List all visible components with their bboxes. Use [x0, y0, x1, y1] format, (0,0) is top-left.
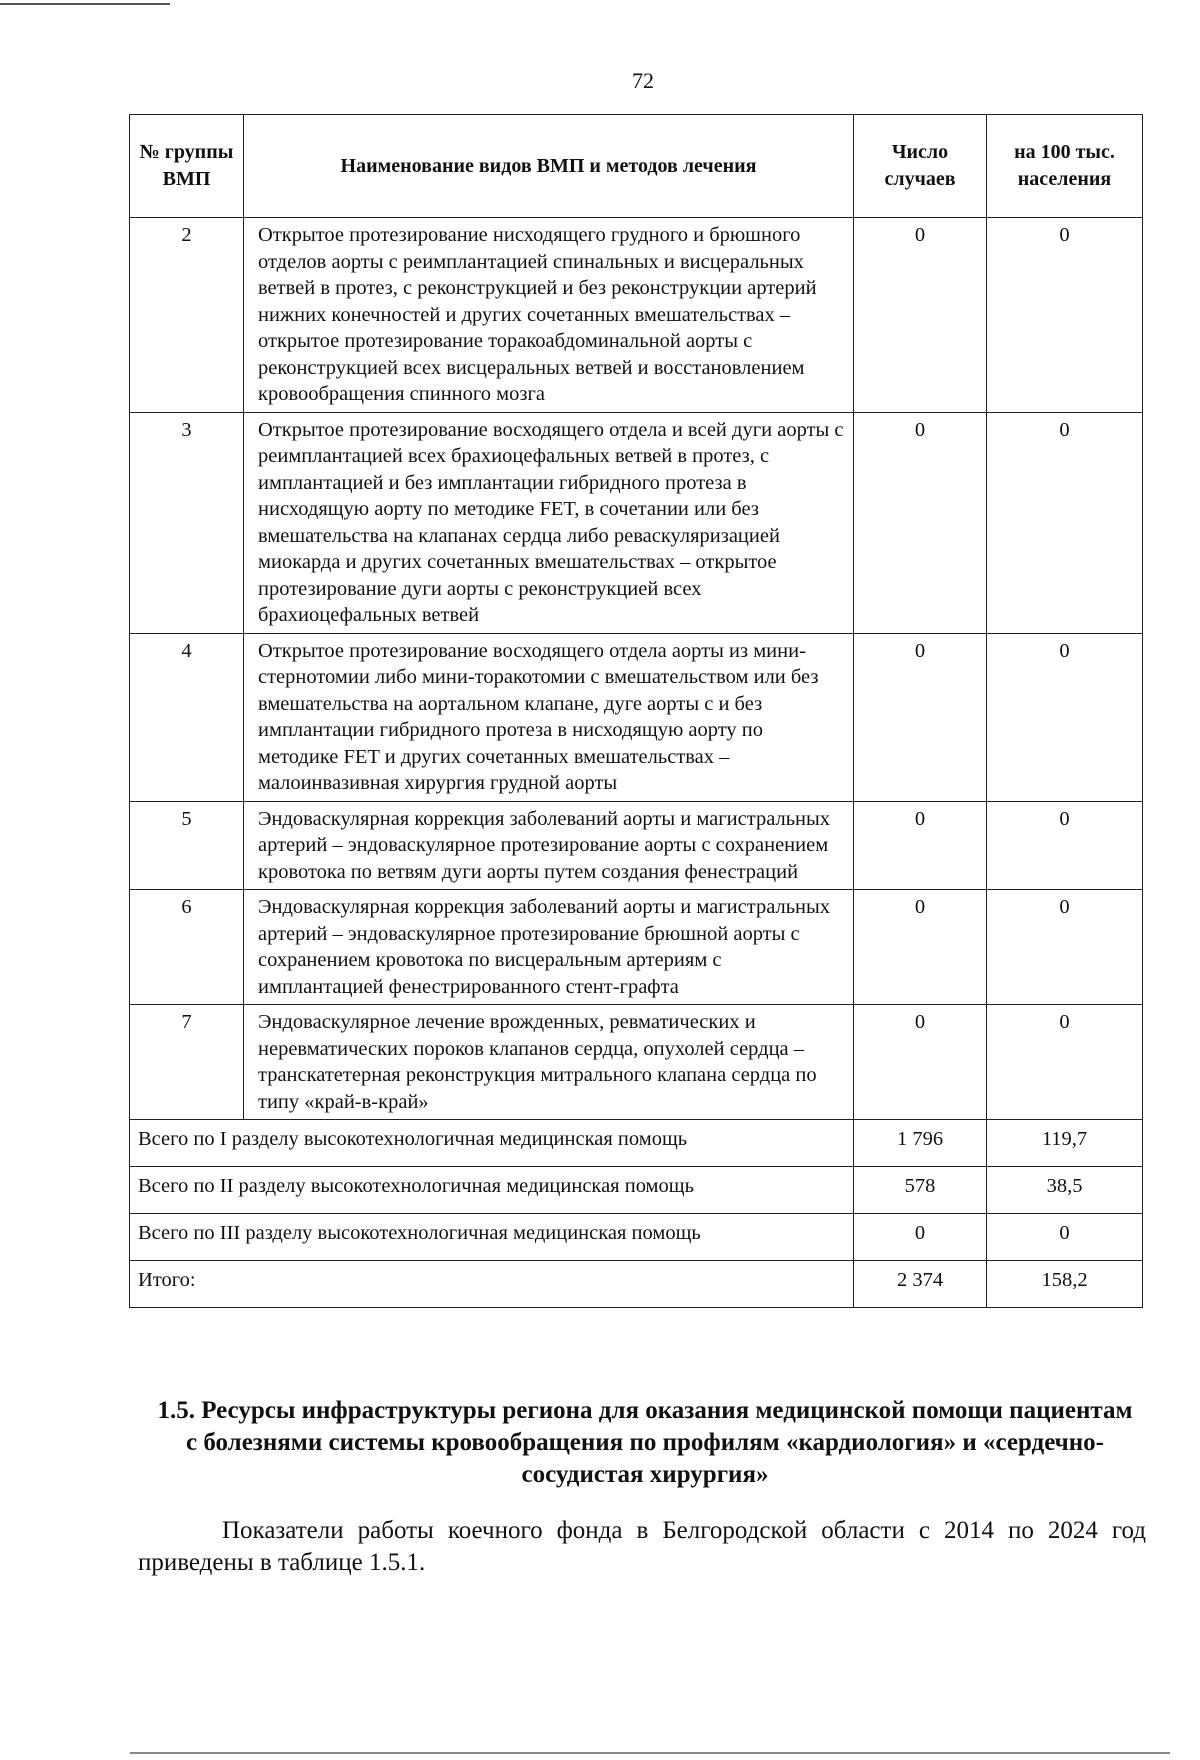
row-per100k: 0: [987, 218, 1143, 413]
row-name: Эндоваскулярная коррекция заболеваний аорты и магистральных артерий – эндоваскулярное протезирование брюшной аорты с сохранением кровотока по висцеральным артериям с имплантацией фенестрированного стент-графта: [244, 890, 854, 1005]
row-cases: 0: [854, 412, 987, 633]
row-name: Эндоваскулярная коррекция заболеваний аорты и магистральных артерий – эндоваскулярное протезирование аорты с сохранением кровотока по ветвям дуги аорты путем создания фенестраций: [244, 801, 854, 890]
table-header-row: [130, 115, 1143, 218]
row-name: Открытое протезирование нисходящего грудного и брюшного отделов аорты с реимплантацией спинальных и висцеральных ветвей в протез, с реконструкцией и без реконструкции артерий нижних конечностей и других сочетанных вмешательствах – открытое протезирование торакоабдоминальной аорты с реконструкцией всех висцеральных ветвей и восстановлением кровообращения спинного мозга: [244, 218, 854, 413]
summary-label: Всего по I разделу высокотехнологичная медицинская помощь: [130, 1120, 854, 1167]
header-name: Наименование видов ВМП и методов лечения: [244, 115, 854, 218]
row-name: Открытое протезирование восходящего отдела и всей дуги аорты с реимплантацией всех брахиоцефальных ветвей в протез, с имплантацией и без имплантации гибридного протеза в нисходящую аорту по методике FET, в сочетании или без вмешательства на клапанах сердца либо реваскуляризацией миокарда и других сочетанных вмешательствах – открытое протезирование дуги аорты с реконструкцией всех брахиоцефальных ветвей: [244, 412, 854, 633]
summary-per100k: 0: [987, 1214, 1143, 1261]
row-cases: 0: [854, 218, 987, 413]
row-cases: 0: [854, 633, 987, 801]
row-per100k: 0: [987, 890, 1143, 1005]
row-group: 6: [130, 890, 244, 1005]
table-row: [130, 1005, 1143, 1120]
table-row: [130, 633, 1143, 801]
section-heading: 1.5. Ресурсы инфраструктуры региона для оказания медицинской помощи пациентам с болезнями системы кровообращения по профилям «кардиология» и «сердечно-сосудистая хирургия»: [157, 1397, 1133, 1488]
header-per100k: на 100 тыс. населения: [987, 115, 1143, 218]
row-per100k: 0: [987, 633, 1143, 801]
summary-label: Всего по II разделу высокотехнологичная медицинская помощь: [130, 1167, 854, 1214]
scan-edge-top: [0, 3, 170, 5]
scan-edge-bottom: [130, 1752, 1170, 1754]
vmp-table: [129, 114, 1143, 1308]
summary-per100k: 119,7: [987, 1120, 1143, 1167]
row-cases: 0: [854, 1005, 987, 1120]
table-row: [130, 218, 1143, 413]
summary-cases: 578: [854, 1167, 987, 1214]
body-paragraph: Показатели работы коечного фонда в Белгородской области с 2014 по 2024 год приведены в таблице 1.5.1.: [138, 1517, 1146, 1576]
summary-cases: 0: [854, 1214, 987, 1261]
row-per100k: 0: [987, 801, 1143, 890]
row-group: 5: [130, 801, 244, 890]
row-per100k: 0: [987, 1005, 1143, 1120]
table-row: [130, 801, 1143, 890]
summary-cases: 1 796: [854, 1120, 987, 1167]
summary-row: [130, 1167, 1143, 1214]
total-per100k: 158,2: [987, 1261, 1143, 1308]
header-cases: Число случаев: [854, 115, 987, 218]
table-row: [130, 890, 1143, 1005]
summary-per100k: 38,5: [987, 1167, 1143, 1214]
row-group: 4: [130, 633, 244, 801]
row-name: Открытое протезирование восходящего отдела аорты из мини-стернотомии либо мини-торакотомии с вмешательством или без вмешательства на аортальном клапане, дуге аорты с и без имплантации гибридного протеза в нисходящую аорту по методике FET и других сочетанных вмешательствах – малоинвазивная хирургия грудной аорты: [244, 633, 854, 801]
table-row: [130, 412, 1143, 633]
row-per100k: 0: [987, 412, 1143, 633]
row-group: 7: [130, 1005, 244, 1120]
total-cases: 2 374: [854, 1261, 987, 1308]
row-cases: 0: [854, 890, 987, 1005]
summary-row: [130, 1120, 1143, 1167]
row-name: Эндоваскулярное лечение врожденных, ревматических и неревматических пороков клапанов сердца, опухолей сердца – транскатетерная реконструкция митрального клапана сердца по типу «край-в-край»: [244, 1005, 854, 1120]
row-cases: 0: [854, 801, 987, 890]
row-group: 2: [130, 218, 244, 413]
header-group: № группы ВМП: [130, 115, 244, 218]
summary-label: Всего по III разделу высокотехнологичная медицинская помощь: [130, 1214, 854, 1261]
total-label: Итого:: [130, 1261, 854, 1308]
page-number: 72: [632, 68, 654, 93]
summary-row: [130, 1214, 1143, 1261]
row-group: 3: [130, 412, 244, 633]
total-row: [130, 1261, 1143, 1308]
